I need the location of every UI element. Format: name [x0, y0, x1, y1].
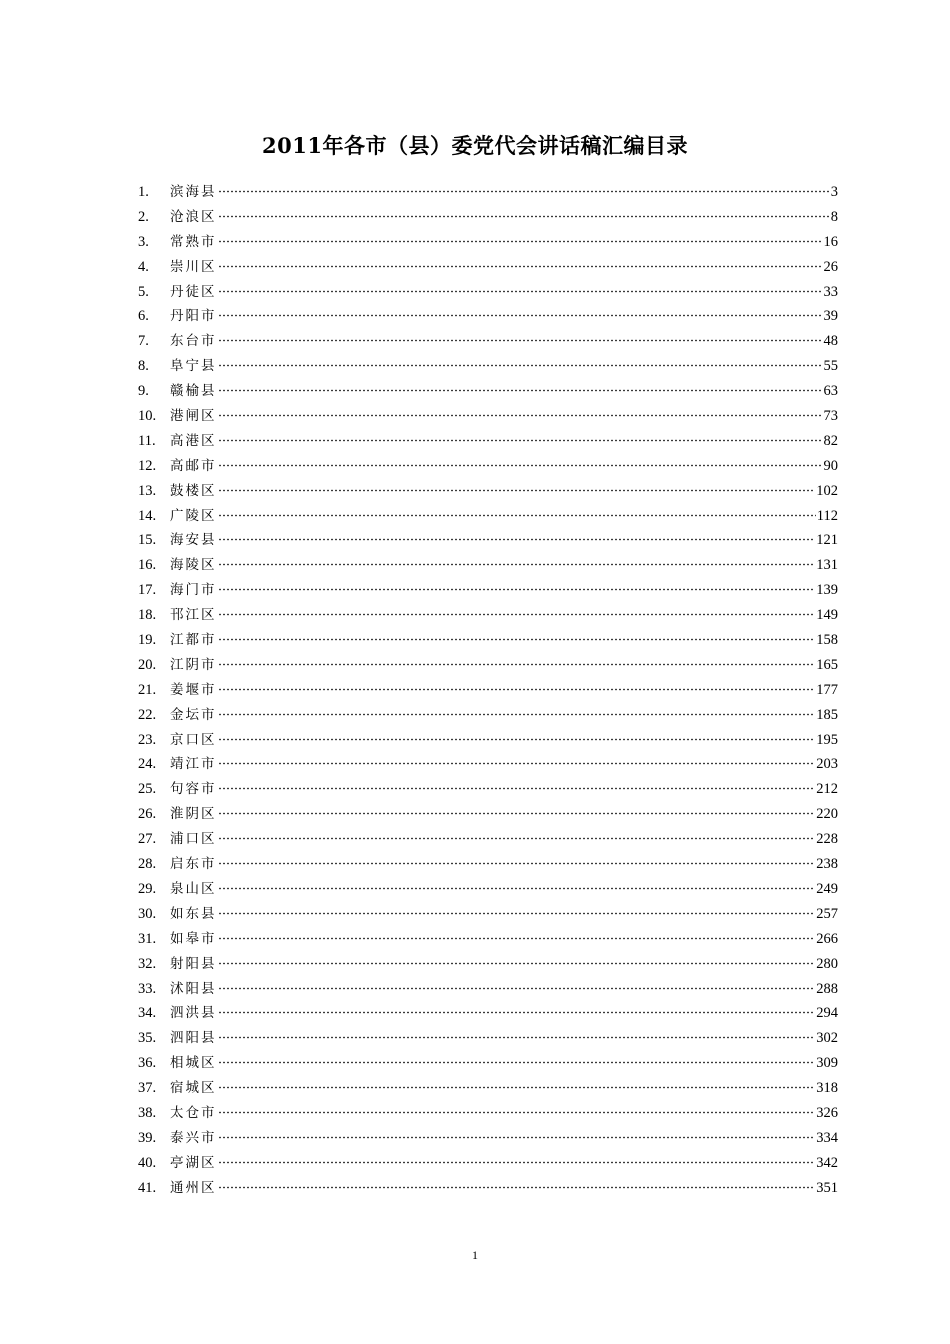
toc-dot-leader	[218, 314, 823, 317]
toc-dot-leader	[218, 414, 823, 417]
toc-dot-leader	[218, 514, 816, 517]
toc-entry-page: 149	[816, 607, 838, 624]
toc-entry-title: 沧浪区	[170, 208, 217, 225]
toc-dot-leader	[218, 489, 816, 492]
toc-entry-number: 33.	[138, 980, 157, 997]
toc-entry-page: 16	[823, 233, 838, 250]
toc-entry-title: 如皋市	[170, 930, 217, 947]
toc-dot-leader	[218, 1111, 816, 1114]
toc-entry-title: 丹徒区	[170, 283, 217, 300]
toc-entry-title: 高邮市	[170, 457, 217, 474]
toc-entry-title: 句容市	[170, 781, 217, 798]
table-of-contents	[138, 180, 838, 1201]
toc-dot-leader	[218, 663, 816, 666]
toc-entry-title: 海安县	[170, 532, 217, 549]
toc-entry-number: 8.	[138, 358, 149, 375]
toc-entry-number: 32.	[138, 955, 157, 972]
toc-entry[interactable]	[138, 304, 838, 329]
toc-dot-leader	[218, 887, 816, 890]
toc-entry-number: 26.	[138, 806, 157, 823]
toc-dot-leader	[218, 987, 816, 990]
toc-entry-number: 9.	[138, 383, 149, 400]
toc-dot-leader	[218, 738, 816, 741]
toc-entry-title: 赣榆县	[170, 383, 217, 400]
toc-entry[interactable]	[138, 255, 838, 280]
toc-entry-title: 泗阳县	[170, 1030, 217, 1047]
toc-entry-title: 东台市	[170, 333, 217, 350]
toc-dot-leader	[218, 588, 816, 591]
toc-entry-page: 203	[816, 756, 838, 773]
toc-entry-number: 13.	[138, 482, 157, 499]
toc-entry[interactable]	[138, 1076, 838, 1101]
toc-entry-title: 江都市	[170, 632, 217, 649]
toc-entry[interactable]	[138, 802, 838, 827]
toc-entry-page: 131	[816, 557, 838, 574]
toc-entry-title: 京口区	[170, 731, 217, 748]
toc-dot-leader	[218, 713, 816, 716]
toc-entry[interactable]	[138, 1051, 838, 1076]
toc-entry-title: 江阴市	[170, 656, 217, 673]
toc-entry-number: 15.	[138, 532, 157, 549]
toc-entry[interactable]	[138, 1176, 838, 1201]
toc-entry[interactable]	[138, 354, 838, 379]
toc-entry-page: 280	[816, 955, 838, 972]
toc-entry-title: 浦口区	[170, 831, 217, 848]
toc-entry-number: 28.	[138, 856, 157, 873]
toc-entry-page: 55	[823, 358, 838, 375]
toc-entry-number: 16.	[138, 557, 157, 574]
toc-dot-leader	[218, 912, 816, 915]
toc-entry-title: 崇川区	[170, 258, 217, 275]
toc-entry-page: 326	[816, 1104, 838, 1121]
toc-entry-title: 常熟市	[170, 233, 217, 250]
toc-entry[interactable]	[138, 1151, 838, 1176]
toc-entry[interactable]	[138, 1001, 838, 1026]
toc-entry-page: 294	[816, 1005, 838, 1022]
toc-entry-title: 海门市	[170, 582, 217, 599]
toc-entry-number: 10.	[138, 408, 157, 425]
toc-entry[interactable]	[138, 205, 838, 230]
toc-entry-title: 如东县	[170, 905, 217, 922]
toc-entry-number: 17.	[138, 582, 157, 599]
toc-entry-page: 342	[816, 1154, 838, 1171]
toc-entry[interactable]	[138, 603, 838, 628]
toc-entry[interactable]	[138, 429, 838, 454]
toc-entry[interactable]	[138, 852, 838, 877]
toc-entry-page: 185	[816, 706, 838, 723]
toc-entry-title: 通州区	[170, 1179, 217, 1196]
toc-entry-title: 金坛市	[170, 706, 217, 723]
toc-entry-number: 4.	[138, 258, 149, 275]
toc-dot-leader	[218, 538, 816, 541]
page-number: 1	[472, 1248, 478, 1262]
toc-dot-leader	[218, 937, 816, 940]
toc-entry-page: 288	[816, 980, 838, 997]
toc-dot-leader	[218, 862, 816, 865]
toc-entry[interactable]	[138, 553, 838, 578]
toc-dot-leader	[218, 190, 830, 193]
toc-entry-page: 351	[816, 1179, 838, 1196]
toc-entry[interactable]	[138, 1126, 838, 1151]
toc-entry-page: 121	[816, 532, 838, 549]
toc-entry-page: 112	[816, 507, 838, 524]
toc-entry-title: 亭湖区	[170, 1154, 217, 1171]
toc-entry[interactable]	[138, 454, 838, 479]
toc-entry[interactable]	[138, 752, 838, 777]
toc-dot-leader	[218, 837, 816, 840]
toc-entry-number: 1.	[138, 184, 149, 200]
toc-entry-page: 249	[816, 880, 838, 897]
toc-entry-page: 48	[823, 333, 838, 350]
toc-entry-page: 165	[816, 656, 838, 673]
toc-entry-title: 淮阴区	[170, 806, 217, 823]
toc-entry[interactable]	[138, 728, 838, 753]
toc-dot-leader	[218, 364, 823, 367]
toc-entry-number: 20.	[138, 656, 157, 673]
toc-entry-page: 26	[823, 258, 838, 275]
toc-entry[interactable]	[138, 777, 838, 802]
toc-dot-leader	[218, 563, 816, 566]
toc-dot-leader	[218, 787, 816, 790]
toc-dot-leader	[218, 389, 823, 392]
toc-dot-leader	[218, 1161, 816, 1164]
toc-entry-title: 邗江区	[170, 607, 217, 624]
toc-entry[interactable]	[138, 703, 838, 728]
toc-entry-title: 启东市	[170, 856, 217, 873]
toc-entry[interactable]	[138, 180, 838, 205]
toc-entry-number: 23.	[138, 731, 157, 748]
toc-entry-number: 24.	[138, 756, 157, 773]
toc-entry[interactable]	[138, 877, 838, 902]
toc-entry[interactable]	[138, 628, 838, 653]
toc-entry-page: 302	[816, 1030, 838, 1047]
toc-entry-page: 318	[816, 1080, 838, 1097]
toc-entry-page: 212	[816, 781, 838, 798]
toc-entry-page: 220	[816, 806, 838, 823]
toc-entry-title: 宿城区	[170, 1080, 217, 1097]
toc-entry-page: 63	[823, 383, 838, 400]
toc-dot-leader	[218, 439, 823, 442]
toc-entry-title: 太仓市	[170, 1104, 217, 1121]
toc-dot-leader	[218, 613, 816, 616]
toc-entry-title: 泉山区	[170, 880, 217, 897]
toc-dot-leader	[218, 240, 823, 243]
toc-entry-title: 沭阳县	[170, 980, 217, 997]
toc-dot-leader	[218, 290, 823, 293]
toc-entry[interactable]	[138, 230, 838, 255]
toc-entry-page: 82	[823, 432, 838, 449]
toc-entry-title: 姜堰市	[170, 681, 217, 698]
toc-entry-title: 鼓楼区	[170, 482, 217, 499]
toc-entry-title: 海陵区	[170, 557, 217, 574]
toc-dot-leader	[218, 812, 816, 815]
toc-entry[interactable]	[138, 902, 838, 927]
toc-entry-title: 靖江市	[170, 756, 217, 773]
toc-entry-page: 177	[816, 681, 838, 698]
toc-entry-number: 41.	[138, 1179, 157, 1196]
toc-entry[interactable]	[138, 977, 838, 1002]
toc-entry-page: 228	[816, 831, 838, 848]
toc-entry-number: 18.	[138, 607, 157, 624]
toc-dot-leader	[218, 638, 816, 641]
toc-dot-leader	[218, 339, 823, 342]
toc-entry-number: 34.	[138, 1005, 157, 1022]
toc-entry-number: 31.	[138, 930, 157, 947]
toc-entry[interactable]	[138, 1026, 838, 1051]
toc-entry-number: 27.	[138, 831, 157, 848]
toc-entry[interactable]	[138, 528, 838, 553]
toc-entry-number: 22.	[138, 706, 157, 723]
toc-entry-number: 14.	[138, 507, 157, 524]
toc-entry-title: 阜宁县	[170, 358, 217, 375]
toc-entry-page: 334	[816, 1129, 838, 1146]
toc-entry-number: 25.	[138, 781, 157, 798]
toc-dot-leader	[218, 1186, 816, 1189]
toc-entry-page: 39	[823, 308, 838, 325]
toc-entry-number: 38.	[138, 1104, 157, 1121]
toc-entry-title: 广陵区	[170, 507, 217, 524]
toc-entry-number: 19.	[138, 632, 157, 649]
toc-entry[interactable]	[138, 678, 838, 703]
toc-entry-title: 相城区	[170, 1055, 217, 1072]
toc-entry-number: 30.	[138, 905, 157, 922]
toc-entry-number: 36.	[138, 1055, 157, 1072]
toc-entry-title: 丹阳市	[170, 308, 217, 325]
toc-dot-leader	[218, 688, 816, 691]
toc-dot-leader	[218, 1136, 816, 1139]
toc-entry-page: 238	[816, 856, 838, 873]
toc-dot-leader	[218, 962, 816, 965]
toc-entry-number: 7.	[138, 333, 149, 350]
toc-entry[interactable]	[138, 653, 838, 678]
toc-entry[interactable]	[138, 1101, 838, 1126]
toc-entry-number: 3.	[138, 233, 149, 250]
toc-dot-leader	[218, 1086, 816, 1089]
toc-dot-leader	[218, 1011, 816, 1014]
toc-entry-number: 21.	[138, 681, 157, 698]
toc-entry-title: 高港区	[170, 432, 217, 449]
toc-entry-title: 射阳县	[170, 955, 217, 972]
toc-entry-page: 102	[816, 482, 838, 499]
toc-entry-title: 港闸区	[170, 408, 217, 425]
toc-entry-page: 158	[816, 632, 838, 649]
toc-entry-number: 39.	[138, 1129, 157, 1146]
toc-entry-page: 8	[830, 208, 838, 225]
toc-entry-number: 37.	[138, 1080, 157, 1097]
document-title: 2011年各市（县）委党代会讲话稿汇编目录	[262, 133, 688, 158]
toc-entry-number: 12.	[138, 457, 157, 474]
toc-entry-page: 266	[816, 930, 838, 947]
toc-entry[interactable]	[138, 329, 838, 354]
toc-entry-page: 195	[816, 731, 838, 748]
toc-entry-page: 3	[830, 184, 838, 200]
toc-entry-page: 309	[816, 1055, 838, 1072]
toc-entry[interactable]	[138, 379, 838, 404]
toc-entry-title: 滨海县	[170, 184, 217, 200]
toc-entry-title: 泰兴市	[170, 1129, 217, 1146]
toc-entry-page: 73	[823, 408, 838, 425]
toc-dot-leader	[218, 1036, 816, 1039]
toc-entry-page: 90	[823, 457, 838, 474]
toc-entry-title: 泗洪县	[170, 1005, 217, 1022]
toc-entry-page: 33	[823, 283, 838, 300]
toc-entry[interactable]	[138, 280, 838, 305]
toc-entry[interactable]	[138, 479, 838, 504]
toc-dot-leader	[218, 464, 823, 467]
toc-entry-number: 35.	[138, 1030, 157, 1047]
toc-entry-number: 6.	[138, 308, 149, 325]
toc-dot-leader	[218, 215, 830, 218]
toc-entry-number: 5.	[138, 283, 149, 300]
toc-entry-number: 40.	[138, 1154, 157, 1171]
toc-entry[interactable]	[138, 404, 838, 429]
toc-dot-leader	[218, 265, 823, 268]
toc-dot-leader	[218, 762, 816, 765]
toc-entry-number: 11.	[138, 432, 156, 449]
toc-entry[interactable]	[138, 827, 838, 852]
toc-entry[interactable]	[138, 927, 838, 952]
toc-entry[interactable]	[138, 504, 838, 529]
toc-entry[interactable]	[138, 578, 838, 603]
toc-entry-page: 139	[816, 582, 838, 599]
toc-entry[interactable]	[138, 952, 838, 977]
toc-entry-number: 29.	[138, 880, 157, 897]
toc-entry-page: 257	[816, 905, 838, 922]
toc-dot-leader	[218, 1061, 816, 1064]
toc-entry-number: 2.	[138, 208, 149, 225]
